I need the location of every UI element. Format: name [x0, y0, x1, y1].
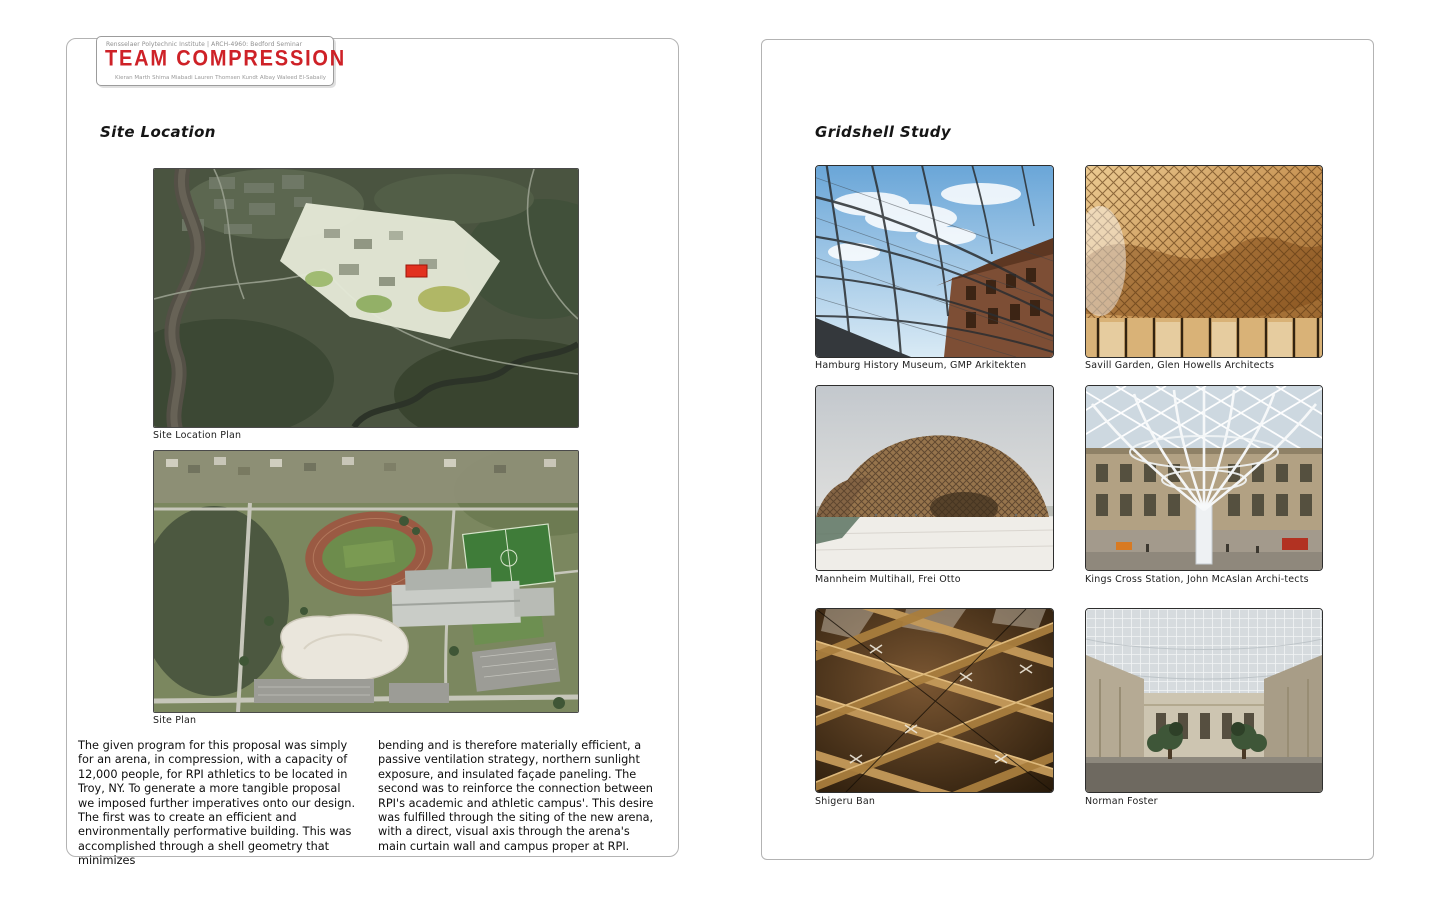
shigeru-ban-image: [815, 608, 1054, 793]
body-text-column-2: bending and is therefore materially efficient, a passive ventilation strategy, northern sunlight exposure, and insulated façade paneling. The second was to reinforce the connection between RPI's academic and athletic campus'. This desire was fulfilled through the siting of the new arena, with a direct, visual axis through the arena's main curtain wall and campus proper at RPI.: [378, 739, 654, 853]
body-text-column-1: The given program for this proposal was simply for an arena, in compression, with a capacity of 12,000 people, for RPI athletics to be located in Troy, NY. To generate a more tangible proposal we imposed further imperatives onto our design. The first was to create an efficient and environmentally performative building. This was accomplished through a shell geometry that minimizes: [78, 739, 356, 868]
figure-caption: Site Plan: [153, 715, 197, 726]
figure-kings-cross: [1085, 385, 1323, 571]
figure-site-location-plan: [153, 168, 579, 428]
section-title-gridshell-study: Gridshell Study: [815, 123, 952, 141]
hamburg-gridshell-image: [815, 165, 1054, 358]
figure-caption: Norman Foster: [1085, 796, 1158, 807]
figure-caption: Site Location Plan: [153, 430, 242, 441]
norman-foster-image: [1085, 608, 1323, 793]
title-block: [96, 36, 347, 86]
figure-mannheim: [815, 385, 1054, 571]
figure-caption: Shigeru Ban: [815, 796, 876, 807]
figure-caption: Savill Garden, Glen Howells Architects: [1085, 360, 1275, 371]
figure-hamburg: [815, 165, 1054, 358]
team-names: Kieran Marth Shima Miabadi Lauren Thomsen Kundt Albay Waleed El-Sabaily: [114, 75, 326, 81]
left-page-board: [66, 38, 679, 857]
figure-caption: Mannheim Multihall, Frei Otto: [815, 574, 961, 585]
team-title: TEAM COMPRESSION: [105, 47, 347, 72]
kings-cross-image: [1085, 385, 1323, 571]
site-plan-image: [153, 450, 579, 713]
figure-savill: [1085, 165, 1323, 358]
figure-site-plan: [153, 450, 579, 713]
figure-norman-foster: [1085, 608, 1323, 793]
savill-garden-image: [1085, 165, 1323, 358]
figure-shigeru-ban: [815, 608, 1054, 793]
section-title-site-location: Site Location: [100, 123, 216, 141]
institute-line: Rensselaer Polytechnic Institute | ARCH-4960: Bedford Seminar: [106, 41, 303, 48]
mannheim-multihall-image: [815, 385, 1054, 571]
figure-caption: Kings Cross Station, John McAslan Archi-tects: [1085, 574, 1309, 585]
site-location-plan-image: [153, 168, 579, 428]
figure-caption: Hamburg History Museum, GMP Arkitekten: [815, 360, 1027, 371]
